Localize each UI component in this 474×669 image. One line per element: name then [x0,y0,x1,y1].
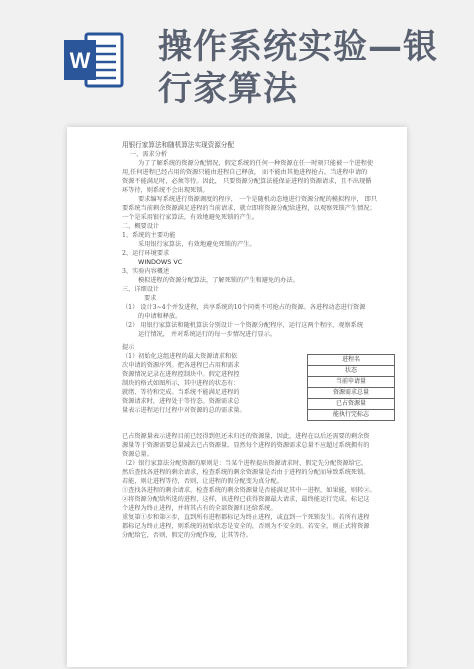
environment-text: WINDOWS VC [138,258,183,266]
section-line: 模拟进程的资源分配算法，了解死锁的产生和避免的办法。 [138,277,299,284]
tail-line: 个进程为终止进程，并将其占有的全部资源归还给系统。 [122,505,277,512]
section-line: 的申请和释放。 [138,313,182,320]
hint-line: 资源情况记录在进程控制块中。假定进程控 [122,371,240,378]
document-body [122,141,397,540]
svg-text:W: W [69,48,91,73]
section-heading: 二、概要设计 [122,223,160,230]
hint-text [122,352,272,415]
document-page [67,127,407,667]
main-title: 用银行家算法和随机算法实现资源分配 [122,141,235,149]
pcb-row: 已占资源量 [308,399,394,410]
tail-line: 分配给它，否则，假定的分配作废，让其等待。 [122,532,252,539]
tail-line: （2）银行家算法分配资源的原则是：当某个进程提出资源请求时，假定先分配资源给它， [122,460,368,467]
hint-block [122,352,397,432]
tail-line: 重复第①步和第②步，直到所有进程都标记为终止进程，或直到一个死锁发生。若所有进程 [122,514,370,521]
header-banner [0,0,474,112]
word-document-icon [62,30,126,90]
section-line: 要系统当前剩余资源满足进程的当前请求，就立即将资源分配给进程，以观察死锁产生情况； [122,205,376,212]
document-title: 操作系统实验—银行家算法 [158,27,438,109]
section-line: （2） 用银行家算法和随机算法分别设计一个资源分配程序，运行这两个程序，观察系统 [122,322,364,329]
pcb-row: 资源需求总量 [308,388,394,399]
section-line: 环等待，则系统不会出现死锁。 [122,187,209,194]
section-line: 要求 [144,295,157,302]
section-line: 1、系统的主要功能 [122,232,176,239]
section-line: 资源不能满足时，必须等待。因此， 只要资源分配算法能保证进程的资源请求，且不出现循 [122,178,372,185]
hint-line: 制块的格式如图所示，其中进程的状态有： [122,380,240,387]
tail-line: 都标记为终止进程，则系统的初始状态是安全的，否则为不安全的。若安全，则正式将资源 [122,523,370,530]
hint-line: 资源请求时，进程处于等待态。资源需求总 [122,398,240,405]
section-line: （1） 设计3~4个并发进程，共享系统的10个同类不可抢占的资源。各进程动态进行资源 [122,304,366,311]
tail-line: 源量等于资源需要总量减去已占资源量。显然每个进程的资源需求总量不应超过系统拥有的 [122,442,370,449]
pcb-table [307,354,395,421]
tail-line: 然后查找各进程的剩余请求，检查系统的剩余资源量是否由于进程的分配而导致系统死锁。 [122,469,370,476]
section-line: 2、运行环境要求 [122,250,170,257]
tail-line: 若能，则让进程等待，否则，让进程的假分配变为真分配。 [122,478,283,485]
tail-line: ②将资源分配给所选的进程，这样，该进程已获得资源最大请求，最终能运行完成。标记这 [122,496,370,503]
section-line: 要求编写系统进行资源调度的程序， 一个是随机动态地进行资源分配的模拟程序， 即只 [138,196,378,203]
hint-line: 量表示进程运行过程中对资源的总的需求量。 [122,407,246,414]
hint-line: （1）初始化这组进程的最大资源请求和依 [122,353,238,360]
tail-line: 已占资源量表示进程目前已经得到但还未归还的资源量，因此，进程在以后还需要的剩余资 [122,433,370,440]
section-line: 一个是采用银行家算法，有效地避免死锁的产生。 [122,214,259,221]
section-line: 为了了解系统的资源分配情况，假定系统的任何一种资源在任一时刻只能被一个进程使 [138,160,374,167]
pcb-row: 当前申请量 [308,377,394,388]
section-line: 一、需求分析 [130,151,168,158]
pcb-row: 进程名 [308,355,394,366]
tail-line: 资源总量。 [122,451,153,458]
hint-label: 提示 [122,344,135,351]
section-line: 运行情况， 并对系统运行的每一步情况进行显示。 [138,331,277,338]
section-line: 用,任何进程已经占用的资源只能由进程自己释放， 而不能由其他进程抢占。当进程申请的 [122,169,368,176]
hint-line: 就绪、等待和完成。当系统不能满足进程的 [122,389,240,396]
section-line: 采用银行家算法，有效地避免死锁的产生。 [138,241,256,248]
section-line: 3、实验内容概述 [122,268,170,275]
pcb-row: 状态 [308,366,394,377]
hint-line: 次申请的资源序列。把各进程已占用和需求 [122,362,240,369]
tail-line: ①查找各进程的剩余请求，检查系统的剩余资源量是否能满足其中一进程，如果能，则转②。 [122,487,376,494]
section-heading: 三、详细设计 [122,286,160,293]
pcb-row: 能执行完标志 [308,410,394,421]
